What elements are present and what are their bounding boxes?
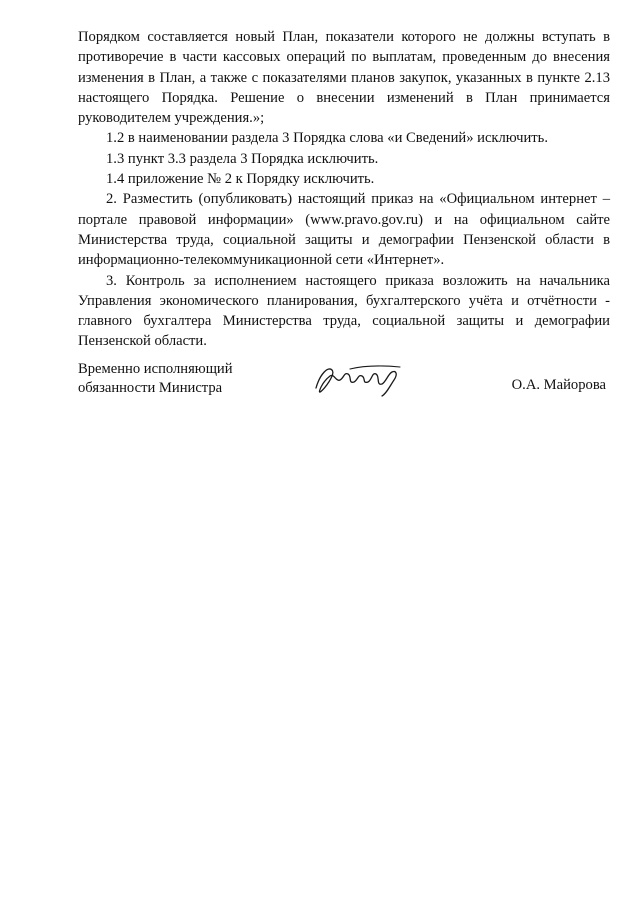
- signature-block: [78, 360, 610, 410]
- signatory-position: [78, 360, 233, 398]
- paragraph-item-1-4: 1.4 приложение № 2 к Порядку исключить.: [106, 171, 375, 188]
- paragraph-plan-continuation: Порядком составляется новый План, показатели которого не должны вступать в противоречие в части кассовых операций по выплатам, проведенным до внесения изменения в План, а также с показателями планов закупок, указанных в пункте 2.13 настоящего Порядка. Решение о внесении изменений в План принимается руководителем учреждения.»;: [78, 29, 610, 127]
- handwritten-signature-icon: [310, 360, 410, 400]
- paragraph-item-2: 2. Разместить (опубликовать) настоящий приказ на «Официальном интернет – портале правовой информации» (www.pravo.gov.ru) и на официальном сайте Министерства труда, социальной защиты и демографии Пензенской области в информационно-телекоммуникационной сети «Интернет».: [78, 191, 610, 269]
- paragraph-item-1-3: 1.3 пункт 3.3 раздела 3 Порядка исключить.: [106, 150, 379, 167]
- signatory-name: О.А. Майорова: [511, 377, 606, 393]
- paragraph-item-1-2: 1.2 в наименовании раздела 3 Порядка слова «и Сведений» исключить.: [106, 130, 548, 147]
- document-body: [78, 27, 610, 352]
- signatory-position-line1: Временно исполняющий: [78, 361, 233, 377]
- signatory-position-line2: обязанности Министра: [78, 380, 223, 396]
- paragraph-item-3: 3. Контроль за исполнением настоящего приказа возложить на начальника Управления экономического планирования, бухгалтерского учёта и отчётности - главного бухгалтера Министерства труда, социальной защиты и демографии Пензенской области.: [78, 272, 610, 350]
